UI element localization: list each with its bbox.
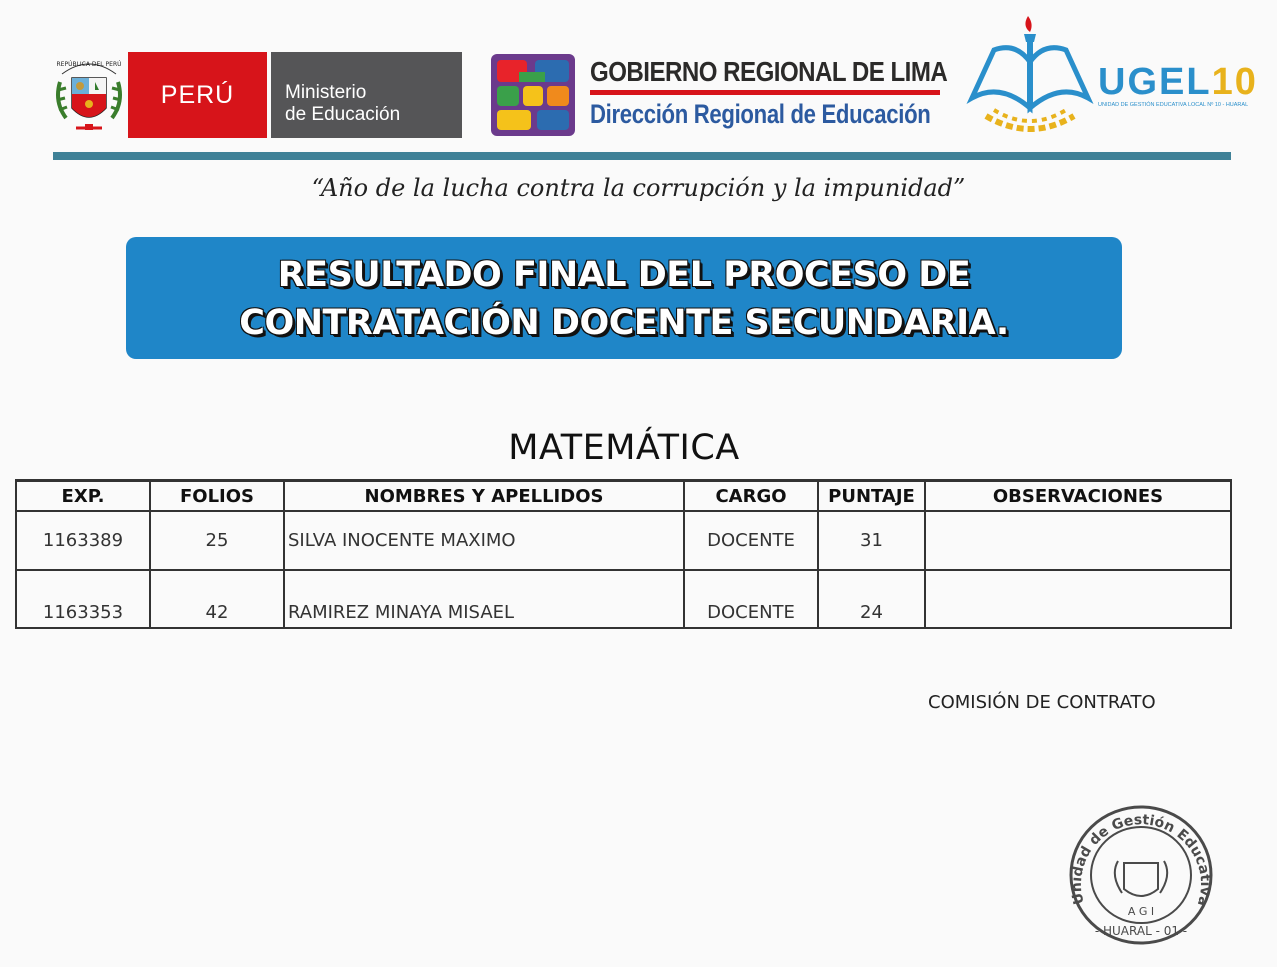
ugel-name: [1098, 61, 1258, 103]
cell-observaciones: [925, 511, 1231, 570]
col-header-exp: EXP.: [16, 481, 150, 512]
regional-government-text: [590, 56, 948, 132]
cell-puntaje: 31: [818, 511, 925, 570]
col-header-puntaje: PUNTAJE: [818, 481, 925, 512]
ministry-line2: de Educación: [285, 104, 401, 125]
cell-puntaje: 24: [818, 570, 925, 628]
table-row: [16, 511, 1231, 570]
ministry-name: [271, 52, 462, 138]
col-header-cargo: CARGO: [684, 481, 818, 512]
ugel-text: [1098, 61, 1258, 112]
table-row: [16, 570, 1231, 628]
results-table: [15, 479, 1232, 629]
national-coat-of-arms: [52, 52, 127, 138]
year-motto: “Año de la lucha contra la corrupción y la impunidad”: [311, 174, 966, 202]
subject-title: MATEMÁTICA: [508, 428, 740, 468]
minedu-logo: [52, 52, 462, 138]
table-header-row: [16, 481, 1231, 512]
header-divider: [53, 152, 1231, 160]
col-header-folios: FOLIOS: [150, 481, 284, 512]
regional-gov-title: GOBIERNO REGIONAL DE LIMA: [590, 56, 948, 87]
regional-direction: Dirección Regional de Educación: [590, 99, 931, 129]
svg-text:REPÚBLICA DEL PERÚ: REPÚBLICA DEL PERÚ: [56, 61, 122, 68]
regional-government-logo-icon: [489, 52, 577, 138]
cell-observaciones: [925, 570, 1231, 628]
svg-text:Unidad de Gestión Educativa Lo: Unidad de Gestión Educativa: [1068, 812, 1214, 908]
cell-cargo: DOCENTE: [684, 511, 818, 570]
cell-exp: 1163389: [16, 511, 150, 570]
cell-folios: 42: [150, 570, 284, 628]
banner-title-line1: RESULTADO FINAL DEL PROCESO DE: [277, 255, 971, 295]
ugel-number: 10: [1211, 61, 1258, 103]
cell-nombre: SILVA INOCENTE MAXIMO: [284, 511, 684, 570]
cell-exp: 1163353: [16, 570, 150, 628]
banner-title-line2: CONTRATACIÓN DOCENTE SECUNDARIA.: [239, 303, 1009, 343]
official-seal-stamp: [1066, 803, 1216, 948]
commission-signature: COMISIÓN DE CONTRATO: [928, 692, 1156, 713]
ugel-subtitle: UNIDAD DE GESTIÓN EDUCATIVA LOCAL Nº 10 - HUARAL: [1098, 102, 1249, 108]
title-banner: [126, 237, 1122, 359]
cell-cargo: DOCENTE: [684, 570, 818, 628]
col-header-observaciones: OBSERVACIONES: [925, 481, 1231, 512]
svg-text:A G I: A G I: [1127, 905, 1155, 918]
ugel-torch-book-icon: [964, 12, 1104, 144]
regional-gov-divider: [590, 90, 940, 95]
col-header-names: NOMBRES Y APELLIDOS: [284, 481, 684, 512]
ugel-name-letters: UGEL: [1098, 61, 1212, 103]
ministry-line1: Ministerio: [285, 82, 367, 103]
svg-text:- HUARAL - 01 -: - HUARAL - 01 -: [1094, 924, 1188, 938]
peru-label: PERÚ: [128, 52, 267, 138]
cell-folios: 25: [150, 511, 284, 570]
cell-nombre: RAMIREZ MINAYA MISAEL: [284, 570, 684, 628]
